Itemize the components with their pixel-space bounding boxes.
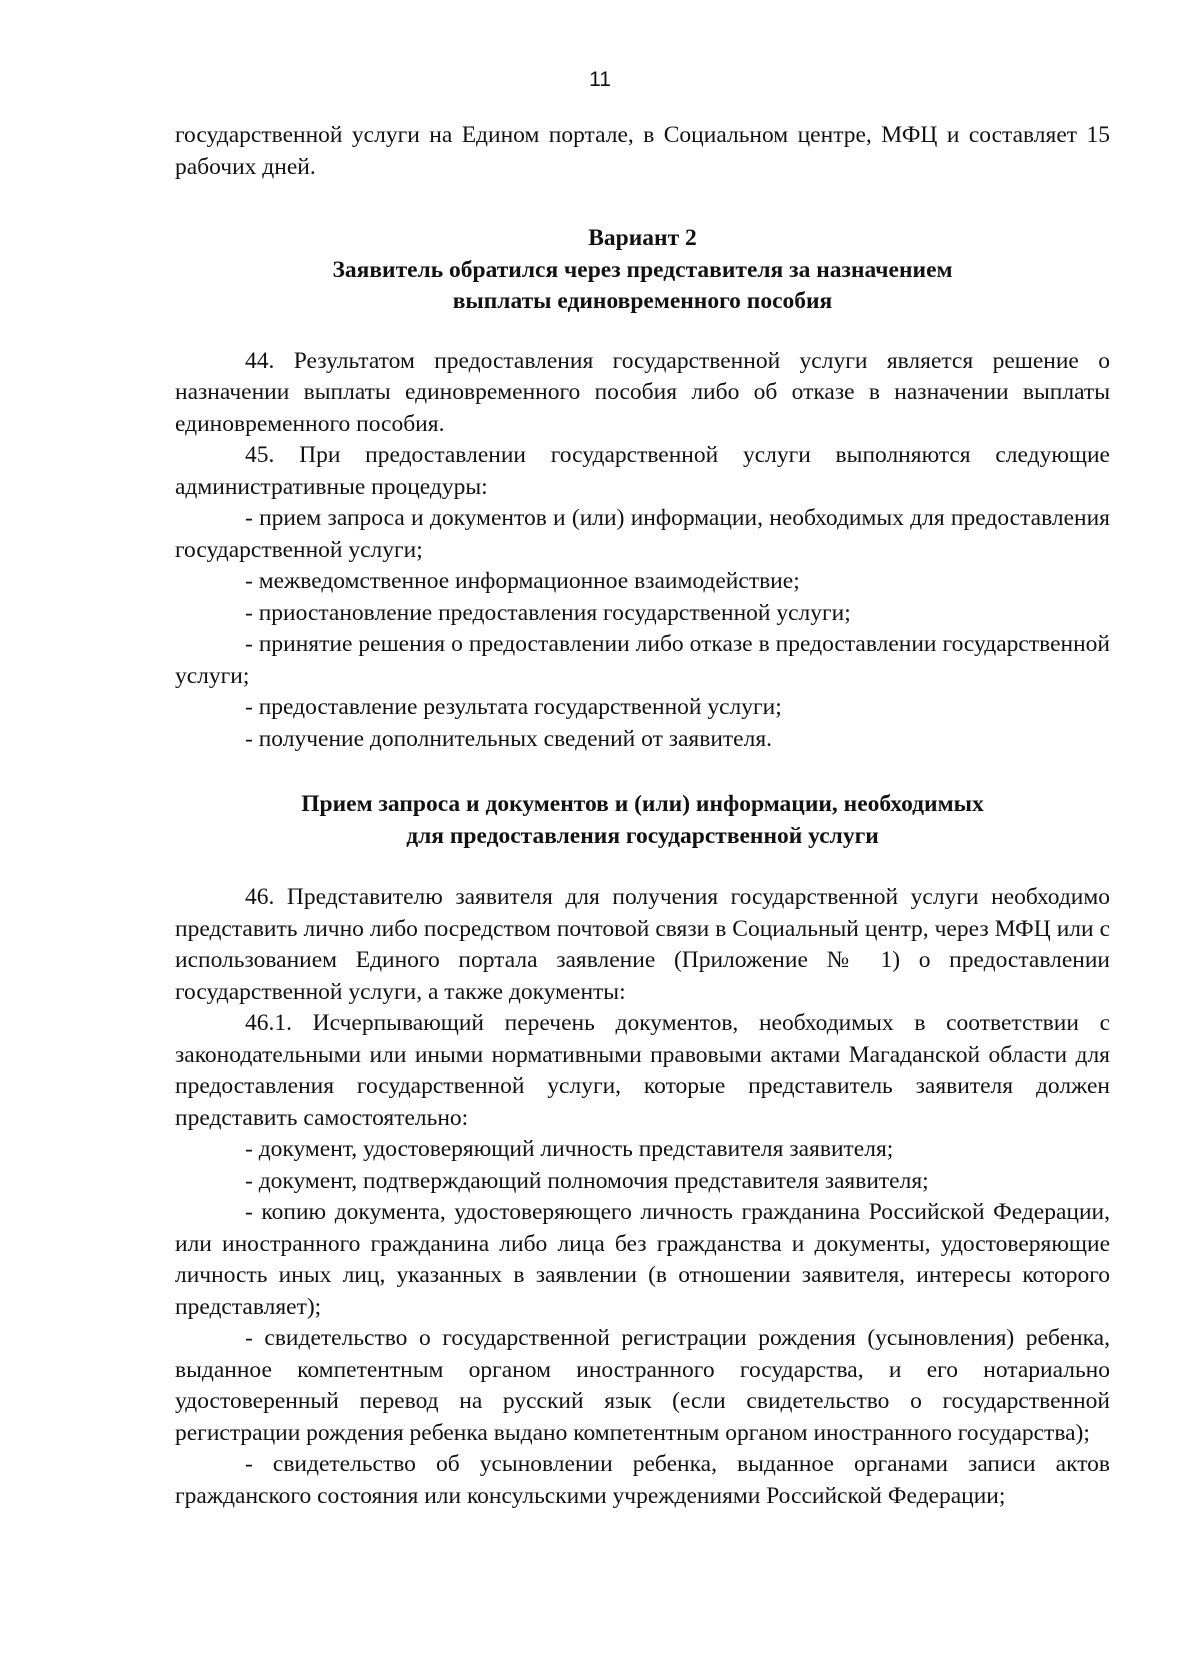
paragraph-46-1: 46.1. Исчерпывающий перечень документов, необходимых в соответствии с законодательными или иными нормативными правовыми актами Магаданской области для предоставления государственной услуги, которые представитель заявителя должен представить самостоятельно: bbox=[175, 1010, 1110, 1131]
paragraph-45: 45. При предоставлении государственной услуги выполняются следующие административные процедуры: bbox=[175, 442, 1110, 500]
variant-heading-line-3: выплаты единовременного пособия bbox=[452, 288, 833, 314]
document-item: - свидетельство о государственной регистрации рождения (усыновления) ребенка, выданное компетентным органом иностранного государства, и его нотариально удостоверенный перевод на русский язык (если свидетельство о государственной регистрации рождения ребенка выдано компетентным органом иностранного государства); bbox=[175, 1325, 1110, 1446]
procedure-item: - получение дополнительных сведений от заявителя. bbox=[245, 725, 773, 752]
document-body bbox=[175, 120, 1110, 1512]
document-item: - копию документа, удостоверяющего личность гражданина Российской Федерации, или иностранного гражданина либо лица без гражданства и документы, удостоверяющие личность иных лиц, указанных в заявлении (в отношении заявителя, интересы которого представляет); bbox=[175, 1199, 1110, 1320]
document-item: - свидетельство об усыновлении ребенка, выданное органами записи актов гражданского состояния или консульскими учреждениями Российской Федерации; bbox=[175, 1451, 1110, 1509]
document-item: - документ, удостоверяющий личность представителя заявителя; bbox=[245, 1136, 894, 1162]
procedure-item: - межведомственное информационное взаимодействие; bbox=[245, 568, 800, 594]
paragraph-46: 46. Представителю заявителя для получения государственной услуги необходимо представить лично либо посредством почтовой связи в Социальный центр, через МФЦ или с использованием Единого портала заявление (Приложение № 1) о предоставлении государственной услуги, а также документы: bbox=[175, 884, 1110, 1005]
section-heading-line-2: для предоставления государственной услуги bbox=[406, 822, 879, 849]
section-heading-line-1: Прием запроса и документов и (или) информации, необходимых bbox=[301, 791, 984, 817]
procedure-item: - принятие решения о предоставлении либо отказе в предоставлении государственной услуги; bbox=[175, 631, 1110, 689]
procedure-item: - предоставление результата государственной услуги; bbox=[245, 694, 782, 720]
variant-heading bbox=[175, 223, 1110, 318]
procedure-item: - прием запроса и документов и (или) информации, необходимых для предоставления государственной услуги; bbox=[175, 505, 1110, 563]
variant-heading-line-1: Вариант 2 bbox=[588, 225, 697, 251]
section-heading bbox=[175, 789, 1110, 852]
variant-heading-line-2: Заявитель обратился через представителя за назначением bbox=[332, 256, 953, 283]
intro-paragraph: государственной услуги на Едином портале, в Социальном центре, МФЦ и составляет 15 рабочих дней. bbox=[175, 122, 1110, 180]
paragraph-44: 44. Результатом предоставления государственной услуги является решение о назначении выплаты единовременного пособия либо об отказе в назначении выплаты единовременного пособия. bbox=[175, 347, 1110, 437]
procedure-item: - приостановление предоставления государственной услуги; bbox=[245, 599, 851, 626]
document-item: - документ, подтверждающий полномочия представителя заявителя; bbox=[245, 1167, 929, 1194]
page-number: 11 bbox=[589, 68, 611, 91]
